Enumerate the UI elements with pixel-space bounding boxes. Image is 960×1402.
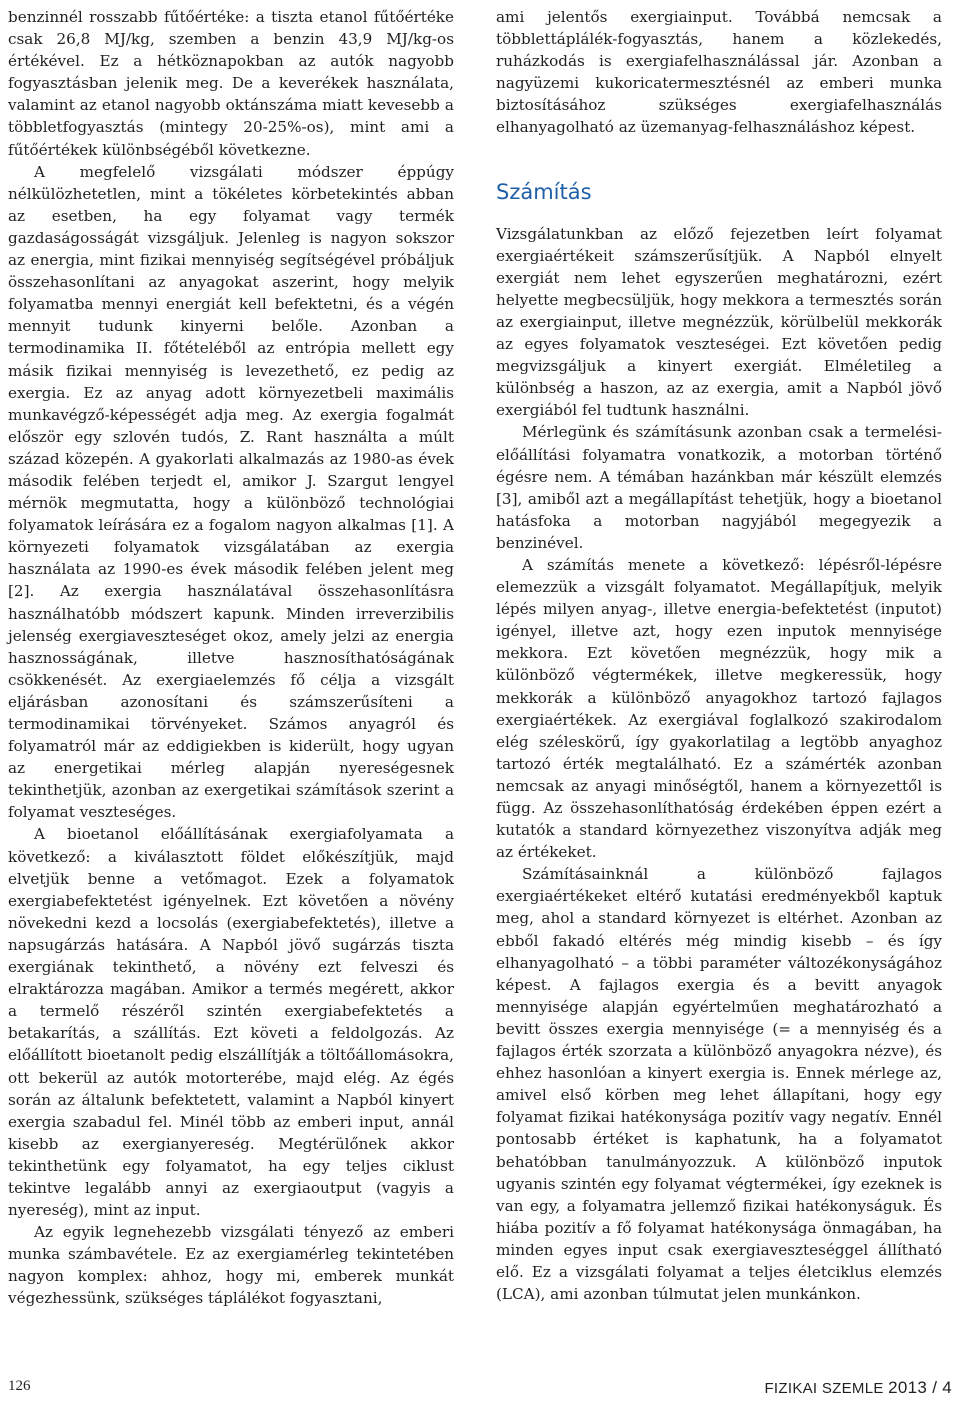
paragraph: A számítás menete a következő: lépésről-lépésre elemezzük a vizsgált folyamatot. Megállapítjuk, melyik lépés milyen anyag-, illetve energia-befektetést (inputot) igényel, illetve azt, hogy ezen inputok mennyisége mekkora. Ezt követően megnézzük, hogy mik a különböző végtermékek, illetve megkeressük, hogy mekkorák a különböző anyagokhoz tartozó fajlagos exergiaértékek. Az exergiával foglalkozó szakirodalom elég széleskörű, így gyakorlatilag a legtöbb anyaghoz tartozó érték megtalálható. Ez a számérték azonban nemcsak az anyagi minőségtől, hanem a környezettől is függ. Az összehasonlíthatóság érdekében éppen ezért a kutatók a standard környezethez viszonyítva adják meg az értékeket. <box>496 555 942 862</box>
paragraph: A bioetanol előállításának exergiafolyamata a következő: a kiválasztott földet előkészítjük, majd elvetjük benne a vetőmagot. Ezek a folyamatok exergiabefektetést igényelnek. Ezt követően a növény növekedni kezd a locsolás (exergiabefektetés), illetve a napsugárzás hatására. A Napból jövő sugárzás tiszta exergiának tekinthető, a növény ezt felveszi és elraktározza magában. Amikor a termés megérett, akkor a termelő részéről szintén exergiabefektetés a betakarítás, a szállítás. Ezt követi a feldolgozás. Az előállított bioetanolt pedig elszállítják a töltőállomásokra, ott bekerül az autók motorterébe, majd elég. Az égés során az általunk befektetett, valamint a Napból kinyert exergia szabadul fel. Minél több az emberi input, annál kisebb az exergianyereség. Megtérülőnek akkor tekinthetünk egy folyamatot, ha egy teljes ciklust tekintve legalább annyi az exergiaoutput (vagyis a nyereség), mint az input. <box>8 825 454 1220</box>
right-column <box>496 6 942 1305</box>
paragraph: Mérlegünk és számításunk azonban csak a termelési-előállítási folyamatra vonatkozik, a motorban történő égésre nem. A témában hazánkban már készült elemzés [3], amiből azt a megállapítást tehetjük, hogy a bioetanol hatásfoka a motorban nagyjából megegyezik a benzinével. <box>496 423 942 552</box>
left-column <box>8 6 454 1310</box>
page-number: 126 <box>8 1378 31 1394</box>
journal-name: FIZIKAI SZEMLE <box>764 1380 884 1397</box>
paragraph: benzinnél rosszabb fűtőértéke: a tiszta etanol fűtőértéke csak 26,8 MJ/kg, szemben a benzin 43,9 MJ/kg-os értékével. Ez a hétköznapokban az autók nagyobb fogyasztásban jelenik meg. De a keverékek használata, valamint az etanol nagyobb oktánszáma miatt kevesebb a többletfogyasztás (mintegy 20-25%-os), mint ami a fűtőértékek különbségéből következne. <box>8 8 454 159</box>
journal-issue: 2013 / 4 <box>888 1378 952 1397</box>
paragraph: Számításainknál a különböző fajlagos exergiaértékeket eltérő kutatási eredményekből kaptuk meg, ahol a standard környezet is eltérhet. Azonban az ebből fakadó eltérés még mindig kisebb – és így elhanyagolható – a többi paraméter változékonyságához képest. A fajlagos exergia és a bevitt anyagok mennyisége alapján egyértelműen meghatározható a bevitt összes exergia mennyisége (= a mennyiség és a fajlagos érték szorzata a különböző anyagokra nézve), és ehhez hasonlóan a kinyert exergia is. Ennek mérlege az, amivel első körben meg lehet állapítani, hogy egy folyamat fizikai hatékonysága pozitív vagy negatív. Ennél pontosabb értéket is kaphatunk, ha a folyamatot behatóbban tanulmányozzuk. A különböző inputok ugyanis szintén egy folyamat végtermékei, így ezeknek is van egy, a folyamatra jellemző fizikai hatékonyságuk. És hiába pozitív a fő folyamat hatékonysága önmagában, ha minden egyes input csak exergiaveszteséggel állítható elő. Ez a vizsgálati folyamat a teljes életciklus elemzés (LCA), ami azonban túlmutat jelen munkánkon. <box>496 865 942 1304</box>
page-footer <box>8 1378 952 1400</box>
paragraph: ami jelentős exergiainput. Továbbá nemcsak a többlettáplálék-fogyasztás, hanem a közlekedés, ruházkodás is exergiafelhasználással jár. Azonban a nagyüzemi kukoricatermesztésnél az emberi munka biztosításához szükséges exergiafelhasználás elhanyagolható az üzemanyag-felhasználáshoz képest. <box>496 8 942 137</box>
paragraph: A megfelelő vizsgálati módszer éppúgy nélkülözhetetlen, mint a tökéletes körbetekintés abban az esetben, ha egy folyamat vagy termék gazdaságosságát vizsgáljuk. Jelenleg is nagyon sokszor az energia, mint fizikai mennyiség segítségével próbáljuk összehasonlítani az anyagokat aszerint, hogy melyik folyamatba mennyi energiát kell befektetni, és a végén mennyit tudunk kinyerni belőle. Azonban a termodinamika II. főtételéből az entrópia mellett egy másik fizikai mennyiség is levezethető, ez pedig az exergia. Ez az anyag adott környezetbeli maximális munkavégző-képességét adja meg. Az exergia fogalmát először egy szlovén tudós, Z. Rant használta a múlt század közepén. A gyakorlati alkalmazás az 1980-as évek második felében terjedt el, amikor J. Szargut lengyel mérnök megmutatta, hogy a különböző technológiai folyamatok leírására ez a fogalom nagyon alkalmas [1]. A környezeti folyamatok vizsgálatában az exergia használata az 1990-es évek második felében jelent meg [2]. Az exergia használatával összehasonlításra használhatóbb módszert kapunk. Minden irreverzibilis jelenség exergiaveszteséget okoz, amely jelzi az energia hasznosságának, illetve hasznosíthatóságának csökkenését. Az exergiaelemzés fő célja a vizsgált eljárásban azonosítani és számszerűsíteni a termodinamikai törvényeket. Számos anyagról és folyamatról már az eddigiekben is kiderült, hogy ugyan az energetikai mérleg alapján nyereségesnek tekinthetjük, azonban az exergetikai számítások szerint a folyamat veszteséges. <box>8 162 454 822</box>
journal-info <box>764 1378 952 1398</box>
paragraph: Az egyik legnehezebb vizsgálati tényező az emberi munka számbavétele. Ez az exergiamérleg tekintetében nagyon komplex: ahhoz, hogy mi, emberek munkát végezhessünk, szükséges táplálékot fogyasztani, <box>8 1223 454 1308</box>
paragraph: Vizsgálatunkban az előző fejezetben leírt folyamat exergiaértékeit számszerűsítjük. A Napból elnyelt exergiát nem lehet egyszerűen meghatározni, ezért helyette megbecsüljük, hogy mekkora a termesztés során az exergiainput, illetve megnézzük, körülbelül mekkorák az egyes folyamatok veszteségei. Ezt követően pedig megvizsgáljuk a kinyert exergiát. Elméletileg a különbség a haszon, az az exergia, amit a Napból jövő exergiából fel tudtunk használni. <box>496 224 942 420</box>
section-heading: Számítás <box>496 179 592 204</box>
